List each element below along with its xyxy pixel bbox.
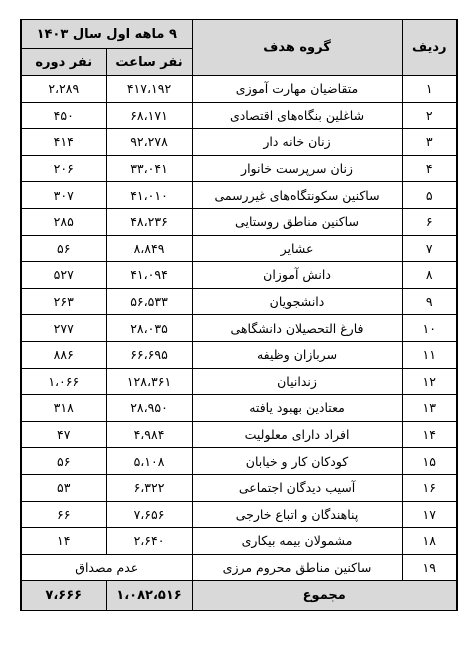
table-row <box>21 182 457 209</box>
person-hours-cell: ۲۸،۰۳۵ <box>106 315 192 342</box>
target-group-cell: زنان خانه دار <box>192 129 402 156</box>
header-person-courses: نفر دوره <box>21 49 106 76</box>
header-row-number: ردیف <box>402 20 457 76</box>
table-body <box>21 76 457 611</box>
person-hours-cell: ۴۸،۲۳۶ <box>106 208 192 235</box>
row-number-cell: ۹ <box>402 288 457 315</box>
row-number-cell: ۱۵ <box>402 448 457 475</box>
target-group-cell: عشایر <box>192 235 402 262</box>
target-group-cell: دانشجویان <box>192 288 402 315</box>
target-group-cell: ساکنین مناطق محروم مرزی <box>192 554 402 581</box>
person-hours-cell: ۴،۹۸۴ <box>106 421 192 448</box>
target-group-cell: ساکنین مناطق روستایی <box>192 208 402 235</box>
person-hours-cell: ۹۲،۲۷۸ <box>106 129 192 156</box>
table-row <box>21 262 457 289</box>
person-courses-cell: ۶۶ <box>21 501 106 528</box>
person-hours-cell: ۴۱،۰۱۰ <box>106 182 192 209</box>
table-row <box>21 208 457 235</box>
row-number-cell: ۲ <box>402 102 457 129</box>
row-number-cell: ۵ <box>402 182 457 209</box>
person-hours-cell: ۱۲۸،۳۶۱ <box>106 368 192 395</box>
person-courses-cell: ۵۶ <box>21 235 106 262</box>
header-period: ۹ ماهه اول سال ۱۴۰۳ <box>21 20 192 49</box>
table-row <box>21 288 457 315</box>
row-number-cell: ۱۷ <box>402 501 457 528</box>
table-row <box>21 501 457 528</box>
row-number-cell: ۷ <box>402 235 457 262</box>
person-courses-cell: ۴۵۰ <box>21 102 106 129</box>
target-group-cell: پناهندگان و اتباع خارجی <box>192 501 402 528</box>
person-hours-cell: ۵،۱۰۸ <box>106 448 192 475</box>
person-courses-cell: ۲۶۳ <box>21 288 106 315</box>
table-row <box>21 129 457 156</box>
person-hours-cell: ۴۱،۰۹۴ <box>106 262 192 289</box>
target-group-cell: آسیب دیدگان اجتماعی <box>192 474 402 501</box>
person-hours-cell: ۶،۳۲۲ <box>106 474 192 501</box>
header-person-hours: نفر ساعت <box>106 49 192 76</box>
row-number-cell: ۴ <box>402 155 457 182</box>
table-row <box>21 448 457 475</box>
person-courses-cell: ۱۴ <box>21 528 106 555</box>
person-courses-cell: ۳۰۷ <box>21 182 106 209</box>
target-group-cell: دانش آموزان <box>192 262 402 289</box>
row-number-cell: ۸ <box>402 262 457 289</box>
total-person-courses: ۷،۶۶۶ <box>21 581 106 611</box>
target-group-cell: شاغلین بنگاه‌های اقتصادی <box>192 102 402 129</box>
table-row <box>21 341 457 368</box>
table-row <box>21 76 457 103</box>
row-number-cell: ۱۹ <box>402 554 457 581</box>
table-row <box>21 102 457 129</box>
person-courses-cell: ۱،۰۶۶ <box>21 368 106 395</box>
row-number-cell: ۱۶ <box>402 474 457 501</box>
table-row <box>21 395 457 422</box>
person-courses-cell: ۲۰۶ <box>21 155 106 182</box>
person-courses-cell: ۵۲۷ <box>21 262 106 289</box>
target-group-cell: زنان سرپرست خانوار <box>192 155 402 182</box>
person-hours-cell: ۶۶،۶۹۵ <box>106 341 192 368</box>
row-number-cell: ۳ <box>402 129 457 156</box>
table-row <box>21 528 457 555</box>
person-hours-cell: ۴۱۷،۱۹۲ <box>106 76 192 103</box>
person-courses-cell: ۲۷۷ <box>21 315 106 342</box>
target-group-cell: مشمولان بیمه بیکاری <box>192 528 402 555</box>
target-group-cell: سربازان وظیفه <box>192 341 402 368</box>
row-number-cell: ۱۳ <box>402 395 457 422</box>
total-person-hours: ۱،۰۸۲،۵۱۶ <box>106 581 192 611</box>
row-number-cell: ۶ <box>402 208 457 235</box>
person-hours-cell: ۶۸،۱۷۱ <box>106 102 192 129</box>
row-number-cell: ۱ <box>402 76 457 103</box>
header-target-group: گروه هدف <box>192 20 402 76</box>
target-group-cell: فارغ التحصیلان دانشگاهی <box>192 315 402 342</box>
person-courses-cell: ۴۱۴ <box>21 129 106 156</box>
target-group-cell: ساکنین سکونتگاه‌های غیررسمی <box>192 182 402 209</box>
not-applicable-cell: عدم مصداق <box>21 554 192 581</box>
table-row <box>21 368 457 395</box>
person-courses-cell: ۴۷ <box>21 421 106 448</box>
target-group-cell: زندانیان <box>192 368 402 395</box>
row-number-cell: ۱۲ <box>402 368 457 395</box>
target-group-cell: کودکان کار و خیابان <box>192 448 402 475</box>
person-courses-cell: ۸۸۶ <box>21 341 106 368</box>
row-number-cell: ۱۴ <box>402 421 457 448</box>
person-hours-cell: ۷،۶۵۶ <box>106 501 192 528</box>
person-courses-cell: ۳۱۸ <box>21 395 106 422</box>
table-row <box>21 421 457 448</box>
person-courses-cell: ۵۳ <box>21 474 106 501</box>
table-row <box>21 554 457 581</box>
person-hours-cell: ۸،۸۴۹ <box>106 235 192 262</box>
target-group-cell: متقاضیان مهارت آموزی <box>192 76 402 103</box>
row-number-cell: ۱۰ <box>402 315 457 342</box>
table-row <box>21 474 457 501</box>
table-row <box>21 315 457 342</box>
row-number-cell: ۱۸ <box>402 528 457 555</box>
person-hours-cell: ۵۶،۵۳۳ <box>106 288 192 315</box>
person-hours-cell: ۳۳،۰۴۱ <box>106 155 192 182</box>
statistics-table <box>20 19 458 611</box>
table-row <box>21 235 457 262</box>
person-hours-cell: ۲،۶۴۰ <box>106 528 192 555</box>
total-row <box>21 581 457 611</box>
table-row <box>21 155 457 182</box>
person-courses-cell: ۵۶ <box>21 448 106 475</box>
person-courses-cell: ۲۸۵ <box>21 208 106 235</box>
person-hours-cell: ۲۸،۹۵۰ <box>106 395 192 422</box>
target-group-cell: افراد دارای معلولیت <box>192 421 402 448</box>
target-group-cell: معتادین بهبود یافته <box>192 395 402 422</box>
person-courses-cell: ۲،۲۸۹ <box>21 76 106 103</box>
row-number-cell: ۱۱ <box>402 341 457 368</box>
total-label: مجموع <box>192 581 457 611</box>
